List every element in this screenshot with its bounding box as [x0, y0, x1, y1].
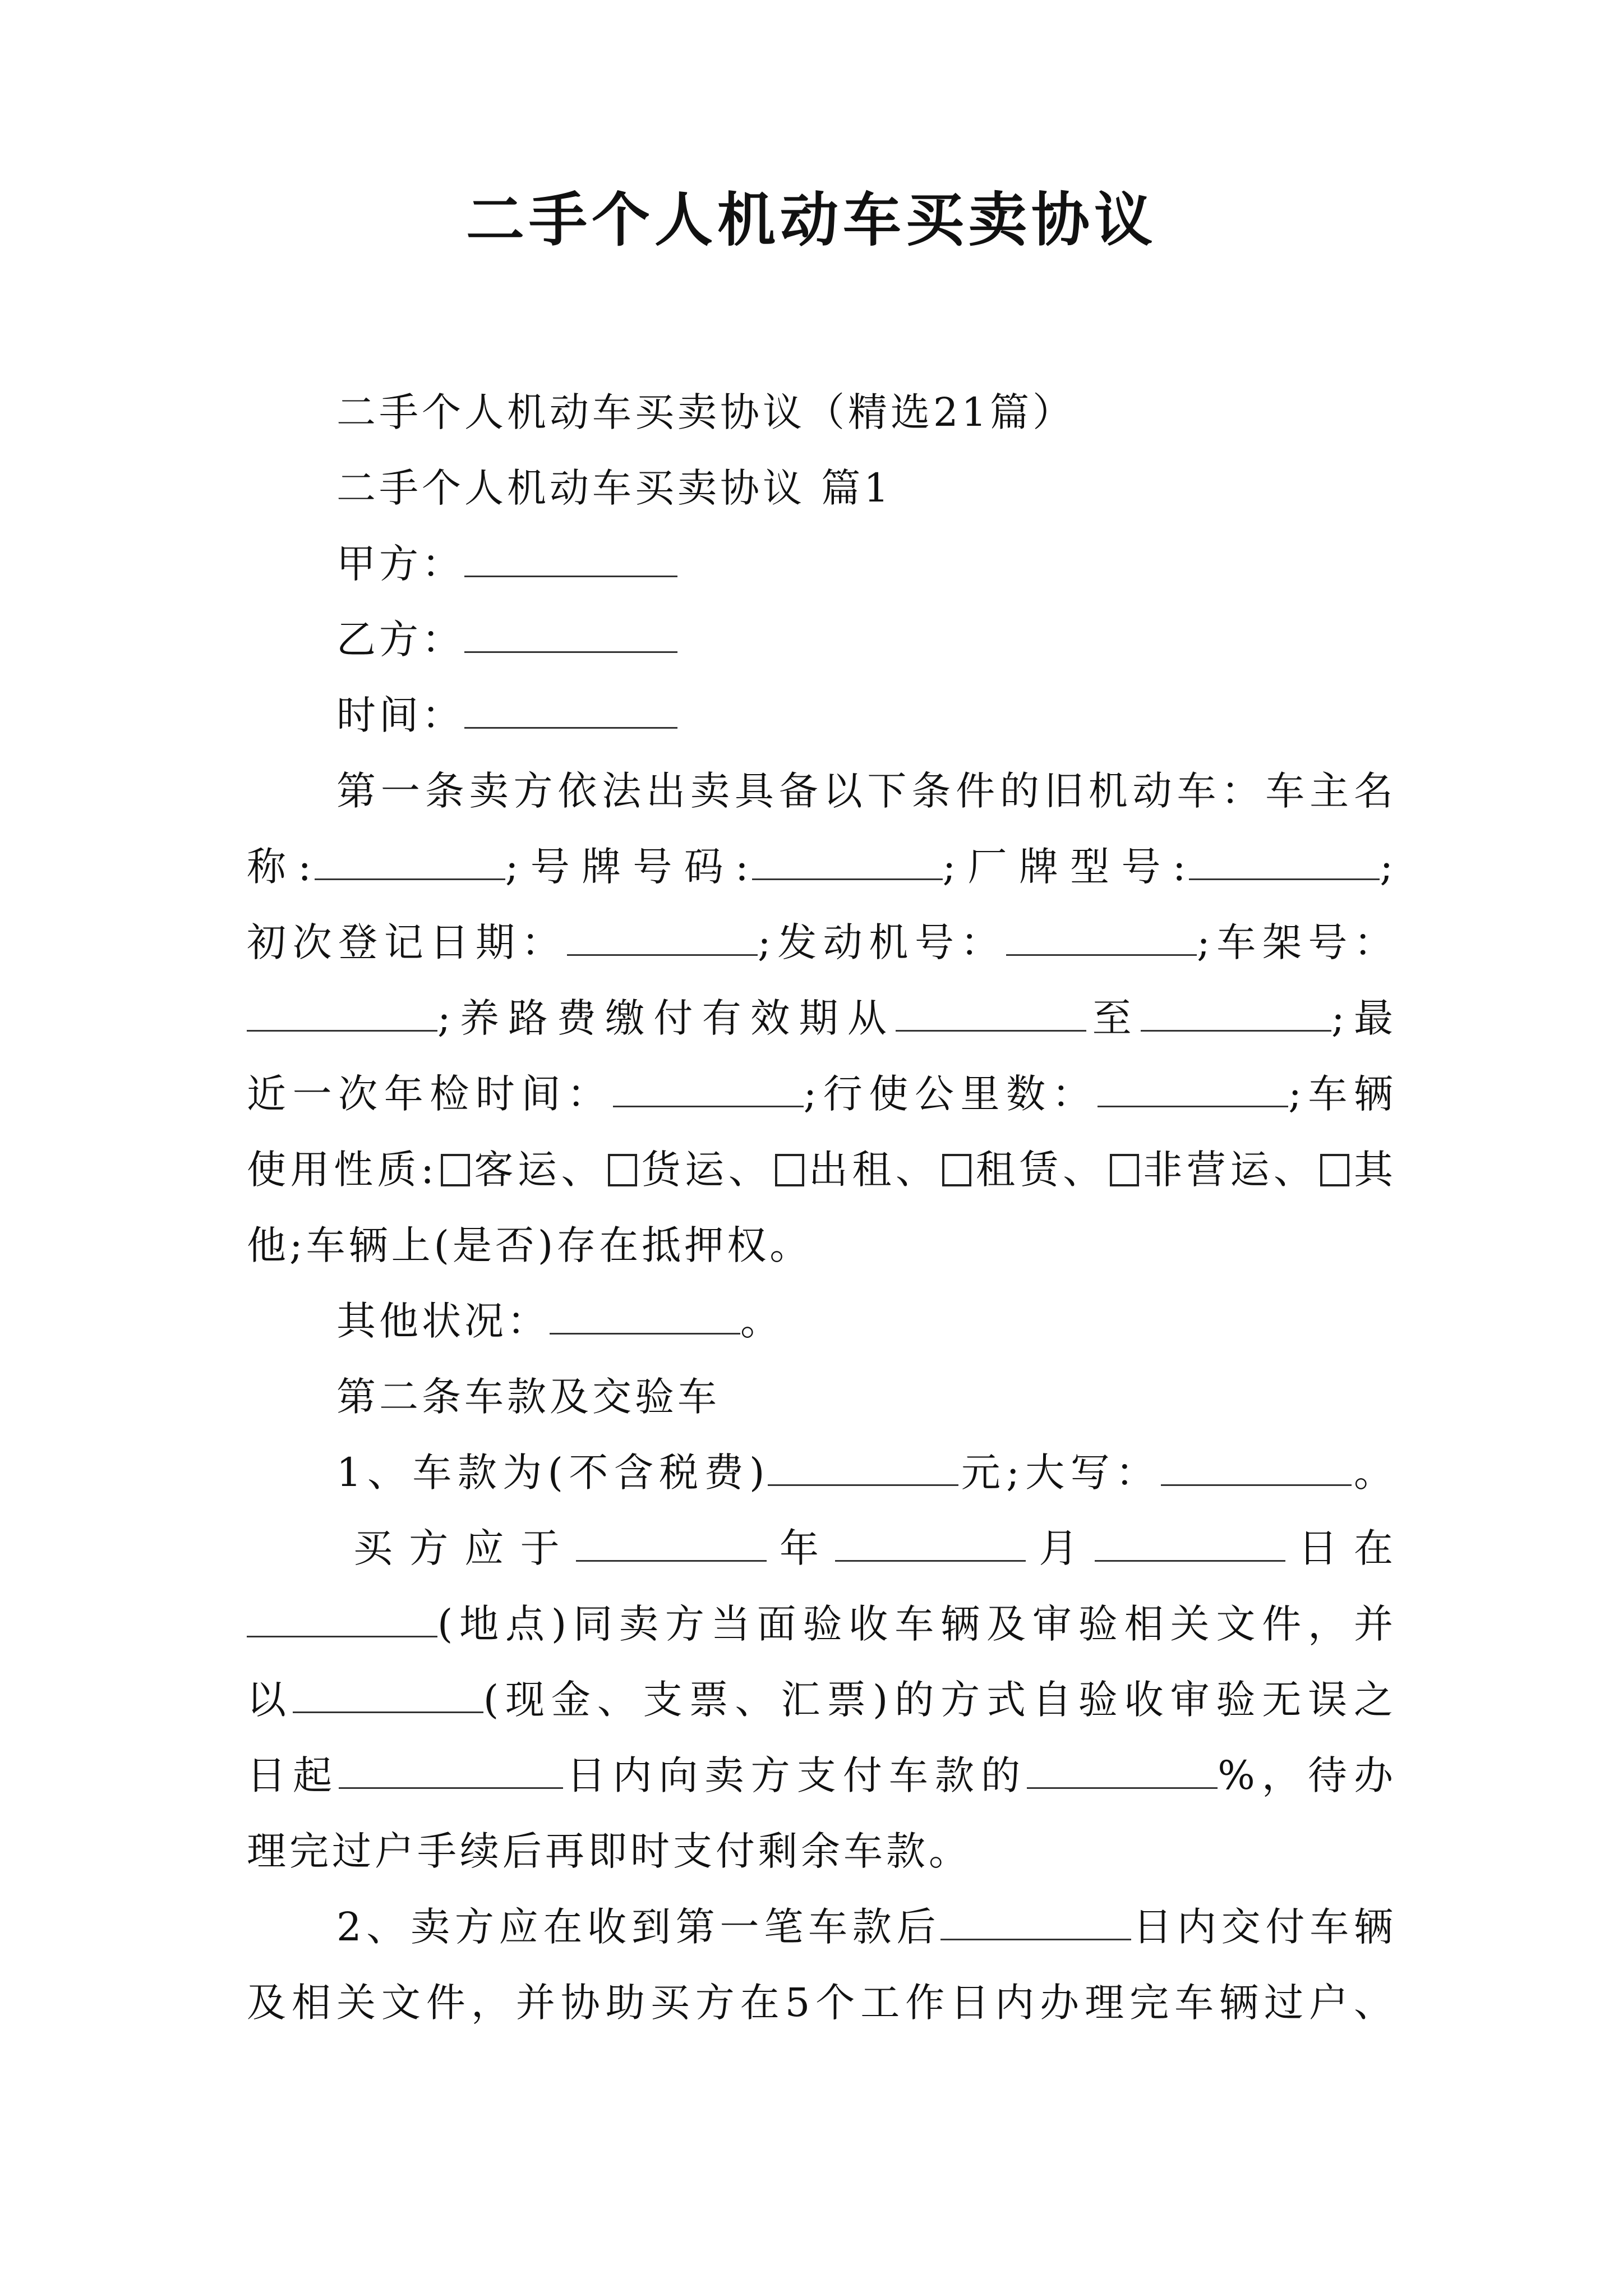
party-a-blank	[464, 544, 677, 577]
vehicle-label: ;车辆	[1288, 1071, 1396, 1117]
time-label: 时间：	[336, 692, 464, 738]
other-status-line	[336, 1298, 1396, 1344]
engine-number-label: ;发动机号：	[758, 919, 1007, 965]
road-fee-label: ;养路费缴付有效期从	[437, 995, 896, 1041]
article-1-line-1: 第一条卖方依法出卖具备以下条件的旧机动车：车主名	[336, 768, 1396, 814]
days-blank	[339, 1756, 563, 1789]
frame-number-label: ;车架号：	[1197, 919, 1396, 965]
price-label: 1、车款为(不含税费)	[336, 1450, 768, 1496]
document-subtitle: 二手个人机动车买卖协议（精选21篇）	[336, 389, 1076, 435]
article-2-p8: 及相关文件，并协助买方在5个工作日内办理完车辆过户、	[247, 1980, 1396, 2026]
article-1-line-5	[247, 1071, 1396, 1117]
inspection-time-label: 近一次年检时间：	[247, 1071, 613, 1117]
other-status-label: 其他状况：	[336, 1298, 550, 1344]
percent-blank	[1027, 1756, 1218, 1789]
payment-method-blank	[293, 1680, 483, 1713]
article-1-line-4	[247, 995, 1397, 1041]
checkbox-non-commercial[interactable]	[1110, 1154, 1139, 1186]
by-label: 以	[247, 1677, 293, 1723]
article-1-line-2	[247, 844, 1396, 890]
price-capital-blank	[1161, 1453, 1352, 1486]
time-blank	[464, 696, 677, 729]
delivery-suffix: 日内交付车辆	[1131, 1904, 1396, 1950]
article-2-heading: 第二条车款及交验车	[336, 1374, 720, 1420]
party-b-line	[336, 616, 1396, 662]
checkbox-passenger[interactable]	[441, 1154, 470, 1186]
separator: ;	[1380, 844, 1396, 890]
buyer-should-label: 买方应于	[353, 1525, 576, 1571]
option-passenger: 客运、	[473, 1147, 605, 1193]
document-title: 二手个人机动车买卖协议	[465, 185, 1157, 254]
mileage-blank	[1098, 1074, 1288, 1107]
checkbox-taxi[interactable]	[775, 1154, 804, 1186]
period: 。	[740, 1298, 783, 1344]
option-cargo: 货运、	[640, 1147, 772, 1193]
party-a-label: 甲方：	[336, 541, 464, 587]
period: 。	[1351, 1450, 1397, 1496]
article-2-p4	[247, 1677, 1396, 1723]
payment-method-text: (现金、支票、汇票)的方式自验收审验无误之	[483, 1677, 1396, 1723]
article-1-line-6	[247, 1147, 1397, 1193]
article-2-p7	[336, 1904, 1396, 1950]
article-2-p3	[247, 1601, 1396, 1647]
road-fee-to-blank	[1141, 999, 1331, 1032]
article-1-line-3	[247, 919, 1396, 965]
model-blank	[1189, 847, 1380, 880]
year-label: 年	[766, 1525, 836, 1571]
price-capital-label: 元;大写：	[958, 1450, 1161, 1496]
delivery-label: 2、卖方应在收到第一笔车款后	[336, 1904, 941, 1950]
article-2-p6: 理完过户手续后再即时支付剩余车款。	[247, 1828, 971, 1874]
option-lease: 租赁、	[975, 1147, 1106, 1193]
registration-date-blank	[567, 923, 758, 956]
other-status-blank	[550, 1301, 740, 1335]
article-1-line-7: 他;车辆上(是否)存在抵押权。	[247, 1222, 813, 1268]
article-2-p5	[247, 1752, 1397, 1798]
price-blank	[768, 1453, 958, 1486]
registration-date-label: 初次登记日期：	[247, 919, 568, 965]
usage-label: 使用性质:	[247, 1147, 437, 1193]
option-other: 其	[1353, 1147, 1397, 1193]
payment-percent-label: 日内向卖方支付车款的	[563, 1752, 1027, 1798]
mileage-label: ;行使公里数：	[803, 1071, 1098, 1117]
checkbox-lease[interactable]	[942, 1154, 971, 1186]
month-label: 月	[1026, 1525, 1095, 1571]
road-fee-to-label: 至	[1086, 995, 1141, 1041]
section-heading: 二手个人机动车买卖协议 篇1	[336, 465, 892, 511]
option-taxi: 出租、	[808, 1147, 939, 1193]
time-line	[336, 692, 1396, 738]
day-blank	[1095, 1529, 1285, 1562]
road-fee-from-blank	[896, 999, 1086, 1032]
checkbox-cargo[interactable]	[608, 1154, 637, 1186]
owner-name-blank	[315, 847, 505, 880]
percent-suffix: %，待办	[1218, 1752, 1397, 1798]
month-blank	[835, 1529, 1026, 1562]
engine-number-blank	[1006, 923, 1197, 956]
article-2-p2	[353, 1525, 1397, 1571]
recent-label: ;最	[1331, 995, 1397, 1041]
day-label: 日在	[1285, 1525, 1397, 1571]
location-text: (地点)同卖方当面验收车辆及审验相关文件，并	[437, 1601, 1396, 1647]
inspection-time-blank	[613, 1074, 804, 1107]
plate-number-blank	[752, 847, 943, 880]
owner-name-label: 称:	[247, 844, 315, 890]
plate-number-label: ;号牌号码:	[505, 844, 752, 890]
delivery-days-blank	[940, 1907, 1131, 1940]
location-blank	[247, 1604, 437, 1637]
from-day-label: 日起	[247, 1752, 339, 1798]
option-non-commercial: 非营运、	[1142, 1147, 1317, 1193]
frame-number-blank	[247, 999, 437, 1032]
checkbox-other[interactable]	[1320, 1154, 1349, 1186]
party-a-line	[336, 541, 1396, 587]
year-blank	[576, 1529, 767, 1562]
model-label: ;厂牌型号:	[942, 844, 1189, 890]
party-b-blank	[464, 620, 677, 653]
party-b-label: 乙方：	[336, 616, 464, 662]
article-2-p1	[336, 1450, 1397, 1496]
